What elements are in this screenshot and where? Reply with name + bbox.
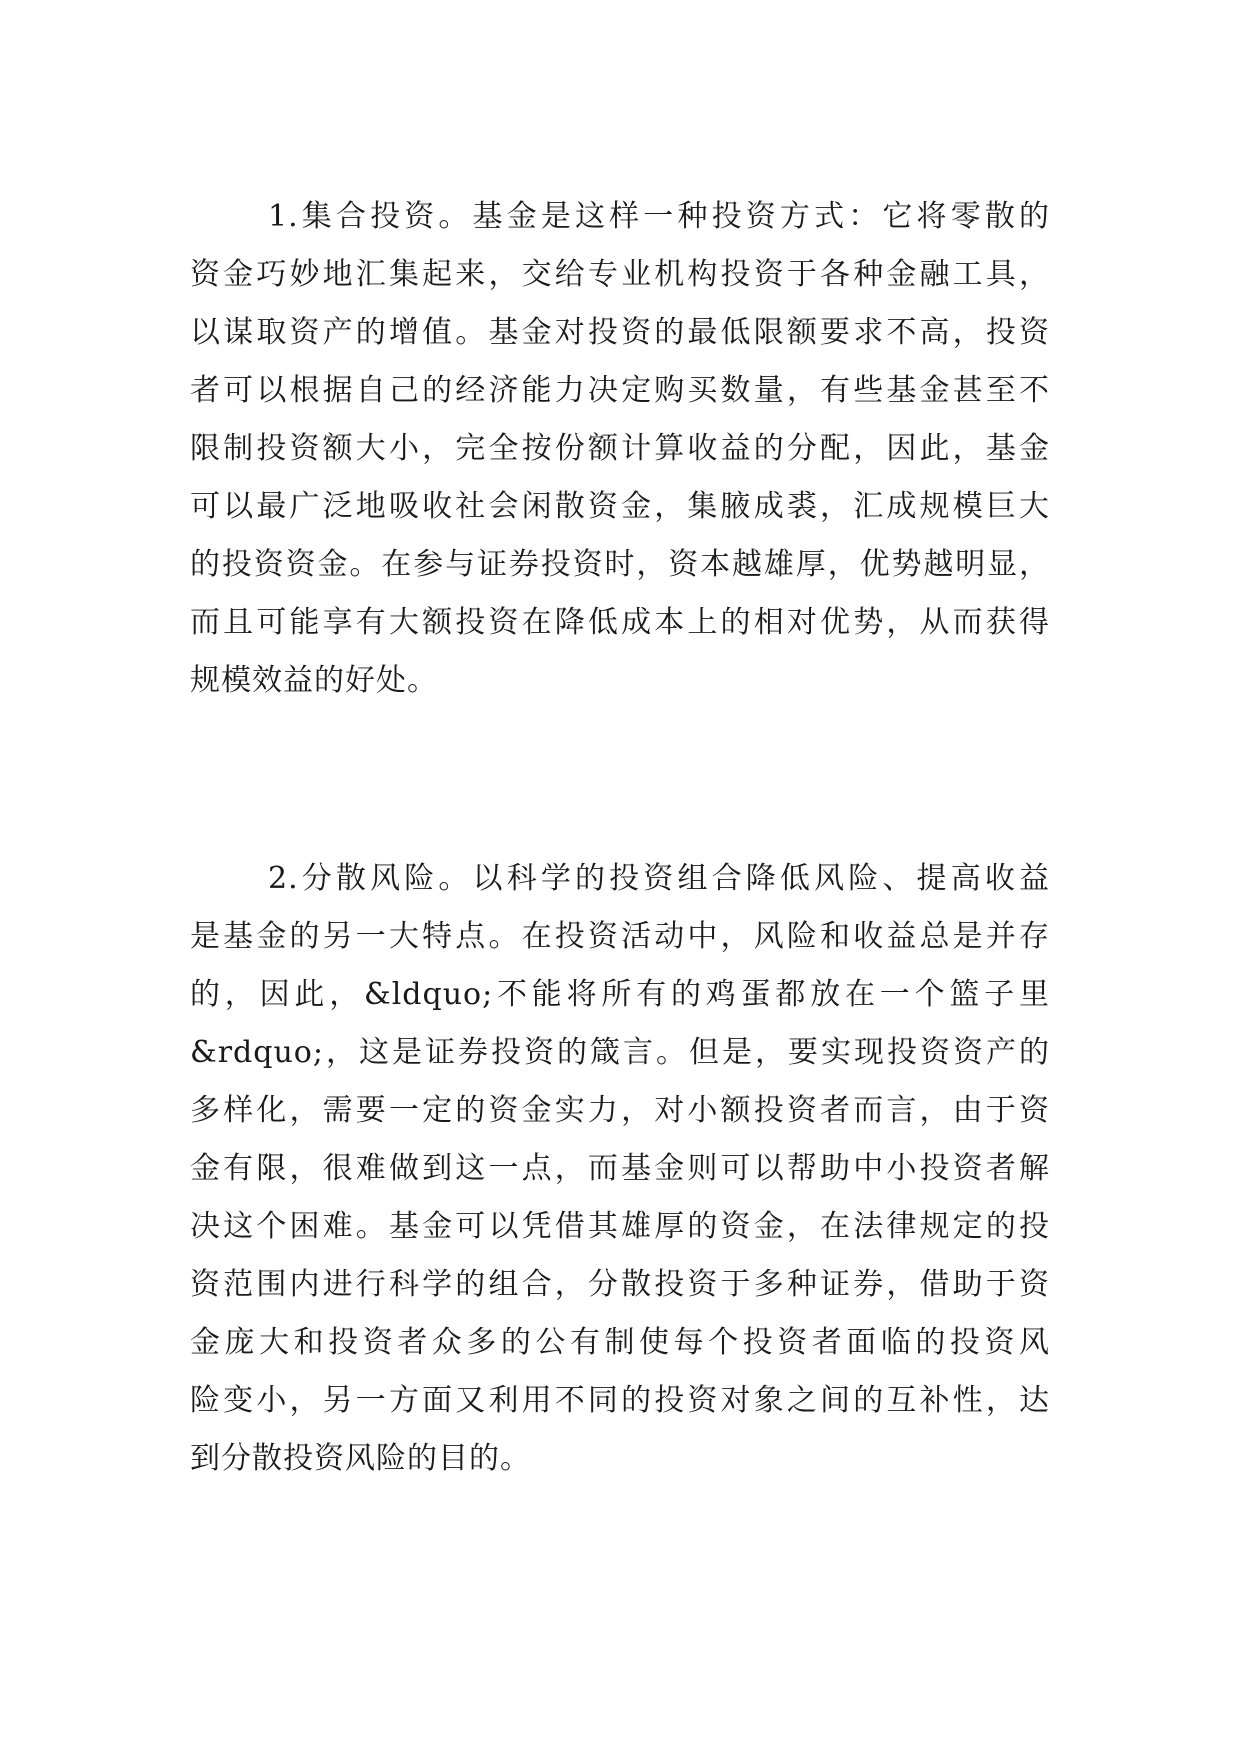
paragraph-1-line-1: 1.集合投资。基金是这样一种投资方式：它将零散的 [268, 199, 1050, 234]
paragraph-2-line-10: 险变小，另一方面又利用不同的投资对象之间的互补性，达 [190, 1383, 1050, 1418]
paragraph-1-line-9: 规模效益的好处。 [190, 663, 438, 698]
paragraph-2-line-6: 金有限，很难做到这一点，而基金则可以帮助中小投资者解 [190, 1151, 1050, 1186]
paragraph-1-line-3: 以谋取资产的增值。基金对投资的最低限额要求不高，投资 [190, 315, 1050, 350]
paragraph-1-line-8: 而且可能享有大额投资在降低成本上的相对优势，从而获得 [190, 605, 1050, 640]
paragraph-1-line-6: 可以最广泛地吸收社会闲散资金，集腋成裘，汇成规模巨大 [190, 489, 1050, 524]
paragraph-1-line-5: 限制投资额大小，完全按份额计算收益的分配，因此，基金 [190, 431, 1050, 466]
paragraph-2-line-2: 是基金的另一大特点。在投资活动中，风险和收益总是并存 [190, 919, 1050, 954]
paragraph-2-line-8: 资范围内进行科学的组合，分散投资于多种证券，借助于资 [190, 1267, 1050, 1302]
paragraph-2-line-7: 决这个困难。基金可以凭借其雄厚的资金，在法律规定的投 [190, 1209, 1050, 1244]
paragraph-1-line-4: 者可以根据自己的经济能力决定购买数量，有些基金甚至不 [190, 373, 1050, 408]
paragraph-2-line-11: 到分散投资风险的目的。 [190, 1441, 531, 1476]
paragraph-1-line-2: 资金巧妙地汇集起来，交给专业机构投资于各种金融工具， [190, 257, 1050, 292]
paragraph-2-line-3: 的，因此，&ldquo;不能将所有的鸡蛋都放在一个篮子里 [190, 977, 1050, 1012]
paragraph-2-line-5: 多样化，需要一定的资金实力，对小额投资者而言，由于资 [190, 1093, 1050, 1128]
paragraph-2-line-4: &rdquo;，这是证券投资的箴言。但是，要实现投资资产的 [190, 1035, 1050, 1070]
paragraph-2-line-9: 金庞大和投资者众多的公有制使每个投资者面临的投资风 [190, 1325, 1050, 1360]
paragraph-1-line-7: 的投资资金。在参与证券投资时，资本越雄厚，优势越明显， [190, 547, 1050, 582]
paragraph-2-line-1: 2.分散风险。以科学的投资组合降低风险、提高收益 [268, 861, 1050, 896]
